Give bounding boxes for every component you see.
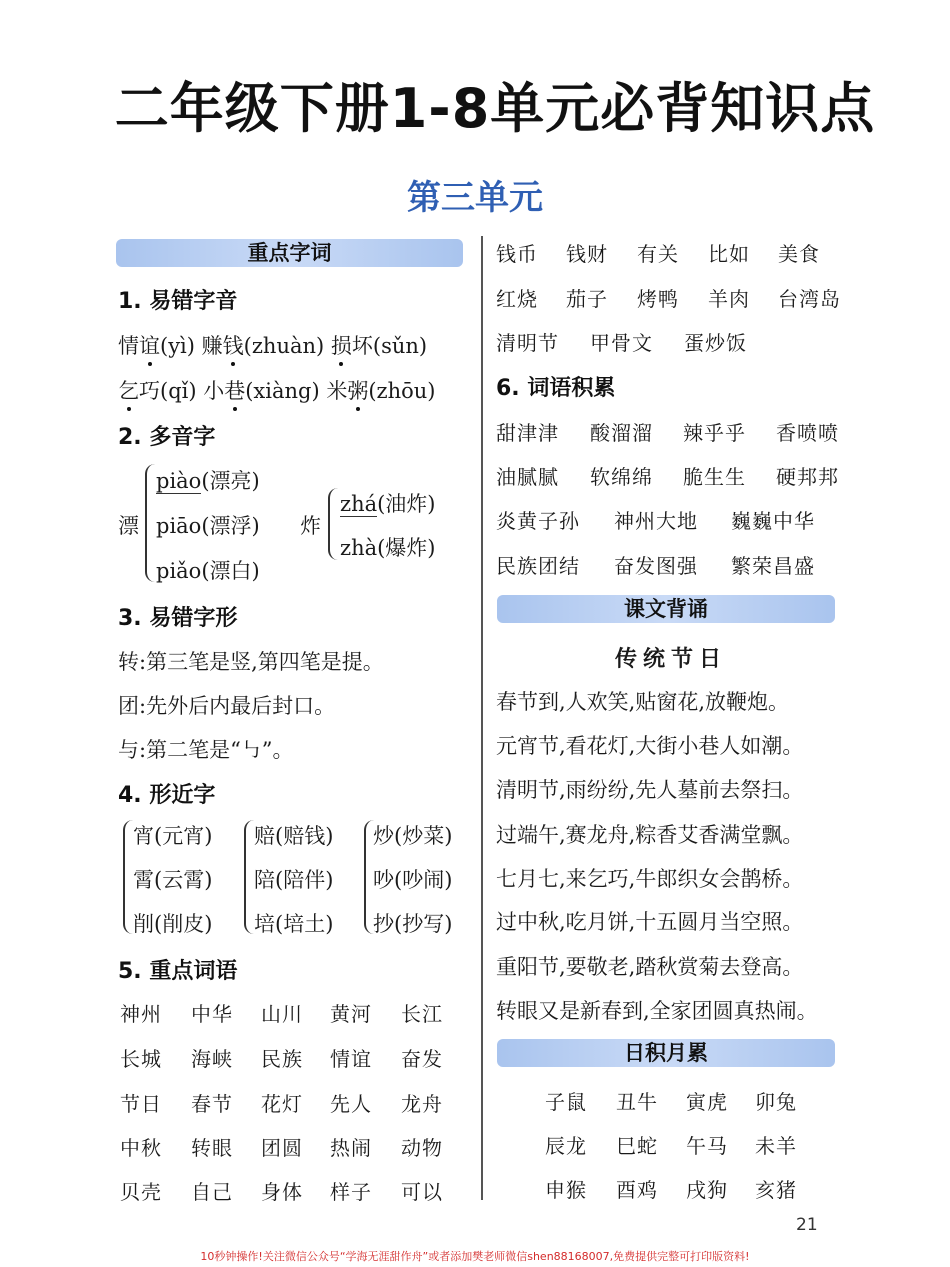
similar-char: 抄(抄写) — [373, 912, 453, 936]
similar-char: 炒(炒菜) — [373, 824, 453, 848]
polyphone-zha-2: zhà(爆炸) — [340, 536, 436, 560]
word-item: 节日 — [120, 1092, 162, 1116]
word-item: 有关 — [637, 242, 679, 266]
word-item: 炎黄子孙 — [496, 509, 580, 533]
similar-char: 宵(元宵) — [133, 824, 213, 848]
pinyin-row-1 — [118, 330, 427, 360]
word-item: 转眼 — [191, 1136, 233, 1160]
similar-char: 培(培土) — [254, 912, 334, 936]
banner-key-words: 重点字词 — [116, 239, 463, 267]
word-item: 台湾岛 — [778, 287, 841, 311]
zodiac-item: 卯兔 — [755, 1090, 797, 1114]
word-item: 热闹 — [330, 1136, 372, 1160]
word-item: 贝壳 — [120, 1180, 162, 1204]
poem-line: 七月七,来乞巧,牛郎织女会鹊桥。 — [496, 867, 804, 891]
section-1-title: 1. 易错字音 — [118, 289, 238, 314]
pinyin-item: 损坏(sǔn) — [330, 334, 428, 358]
zodiac-item: 辰龙 — [545, 1134, 587, 1158]
column-divider — [481, 236, 483, 1200]
zodiac-item: 未羊 — [755, 1134, 797, 1158]
word-item: 美食 — [778, 242, 820, 266]
poem-line: 过中秋,吃月饼,十五圆月当空照。 — [496, 910, 804, 934]
section-4-title: 4. 形近字 — [118, 783, 216, 808]
word-item: 山川 — [261, 1002, 303, 1026]
poem-line: 春节到,人欢笑,贴窗花,放鞭炮。 — [496, 690, 790, 714]
pinyin-item: 乞巧(qǐ) — [118, 379, 197, 403]
word-item: 辣乎乎 — [683, 421, 746, 445]
word-item: 烤鸭 — [637, 287, 679, 311]
word-item: 硬邦邦 — [776, 465, 839, 489]
page-number: 21 — [796, 1215, 818, 1235]
word-item: 自己 — [191, 1180, 233, 1204]
word-item: 民族团结 — [496, 554, 580, 578]
zodiac-item: 酉鸡 — [616, 1178, 658, 1202]
section-2-title: 2. 多音字 — [118, 425, 216, 450]
zodiac-item: 寅虎 — [686, 1090, 728, 1114]
word-item: 红烧 — [496, 287, 538, 311]
stroke-note-3: 与:第二笔是“㇉”。 — [118, 738, 294, 762]
word-item: 蛋炒饭 — [684, 331, 747, 355]
banner-recitation: 课文背诵 — [497, 595, 835, 623]
word-item: 龙舟 — [401, 1092, 443, 1116]
brace-group-2 — [244, 820, 254, 934]
similar-char: 吵(吵闹) — [373, 868, 453, 892]
poem-line: 清明节,雨纷纷,先人墓前去祭扫。 — [496, 778, 804, 802]
word-item: 羊肉 — [708, 287, 750, 311]
word-item: 团圆 — [261, 1136, 303, 1160]
word-item: 繁荣昌盛 — [731, 554, 815, 578]
word-item: 花灯 — [261, 1092, 303, 1116]
polyphone-zha-1: zhá(油炸) — [340, 492, 436, 516]
word-item: 身体 — [261, 1180, 303, 1204]
word-item: 中秋 — [120, 1136, 162, 1160]
polyphone-piao-char: 漂 — [118, 514, 139, 538]
stroke-note-1: 转:第三笔是竖,第四笔是提。 — [118, 650, 384, 674]
footer-note: 10秒钟操作!关注微信公众号“学海无涯甜作舟”或者添加樊老师微信shen88168007,免费提供完整可打印版资料! — [200, 1250, 750, 1263]
word-item: 清明节 — [496, 331, 559, 355]
word-item: 软绵绵 — [590, 465, 653, 489]
similar-char: 陪(陪伴) — [254, 868, 334, 892]
zodiac-item: 亥猪 — [755, 1178, 797, 1202]
similar-char: 削(削皮) — [133, 912, 213, 936]
zodiac-item: 午马 — [686, 1134, 728, 1158]
word-item: 比如 — [708, 242, 750, 266]
zodiac-item: 丑牛 — [616, 1090, 658, 1114]
word-item: 中华 — [191, 1002, 233, 1026]
stroke-note-2: 团:先外后内最后封口。 — [118, 694, 336, 718]
polyphone-piao-3: piǎo(漂白) — [156, 559, 260, 583]
banner-daily-accumulation: 日积月累 — [497, 1039, 835, 1067]
word-item: 香喷喷 — [776, 421, 839, 445]
word-item: 甲骨文 — [590, 331, 653, 355]
pinyin-row-2 — [118, 375, 436, 405]
brace-group-1 — [123, 820, 133, 934]
brace-zha — [328, 488, 340, 560]
word-item: 甜津津 — [496, 421, 559, 445]
word-item: 先人 — [330, 1092, 372, 1116]
poem-title: 传统节日 — [615, 646, 728, 672]
pinyin-item: 小巷(xiàng) — [203, 379, 320, 403]
word-item: 长城 — [120, 1047, 162, 1071]
word-item: 神州 — [120, 1002, 162, 1026]
pinyin-item: 米粥(zhōu) — [326, 379, 436, 403]
zodiac-item: 巳蛇 — [616, 1134, 658, 1158]
word-item: 可以 — [401, 1180, 443, 1204]
word-item: 样子 — [330, 1180, 372, 1204]
poem-line: 过端午,赛龙舟,粽香艾香满堂飘。 — [496, 823, 804, 847]
word-item: 酸溜溜 — [590, 421, 653, 445]
word-item: 海峡 — [191, 1047, 233, 1071]
poem-line: 重阳节,要敬老,踏秋赏菊去登高。 — [496, 955, 804, 979]
section-3-title: 3. 易错字形 — [118, 606, 238, 631]
word-item: 民族 — [261, 1047, 303, 1071]
word-item: 奋发 — [401, 1047, 443, 1071]
word-item: 长江 — [401, 1002, 443, 1026]
section-6-title: 6. 词语积累 — [496, 376, 616, 401]
word-item: 茄子 — [566, 287, 608, 311]
page-title: 二年级下册1-8单元必背知识点 — [114, 77, 876, 140]
similar-char: 赔(赔钱) — [254, 824, 334, 848]
word-item: 脆生生 — [683, 465, 746, 489]
word-item: 黄河 — [330, 1002, 372, 1026]
zodiac-item: 戌狗 — [686, 1178, 728, 1202]
poem-line: 转眼又是新春到,全家团圆真热闹。 — [496, 999, 818, 1023]
word-item: 巍巍中华 — [731, 509, 815, 533]
word-item: 动物 — [401, 1136, 443, 1160]
polyphone-piao-1: piào(漂亮) — [156, 469, 260, 493]
section-5-title: 5. 重点词语 — [118, 959, 238, 984]
word-item: 神州大地 — [614, 509, 698, 533]
word-item: 油腻腻 — [496, 465, 559, 489]
word-item: 奋发图强 — [614, 554, 698, 578]
poem-line: 元宵节,看花灯,大街小巷人如潮。 — [496, 734, 804, 758]
pinyin-item: 赚钱(zhuàn) — [201, 334, 325, 358]
pinyin-item: 情谊(yì) — [118, 334, 195, 358]
similar-char: 霄(云霄) — [133, 868, 213, 892]
zodiac-item: 子鼠 — [545, 1090, 587, 1114]
word-item: 情谊 — [330, 1047, 372, 1071]
word-item: 春节 — [191, 1092, 233, 1116]
zodiac-item: 申猴 — [545, 1178, 587, 1202]
polyphone-piao-2: piāo(漂浮) — [156, 514, 260, 538]
word-item: 钱币 — [496, 242, 538, 266]
word-item: 钱财 — [566, 242, 608, 266]
polyphone-zha-char: 炸 — [300, 514, 321, 538]
unit-title: 第三单元 — [407, 178, 543, 218]
